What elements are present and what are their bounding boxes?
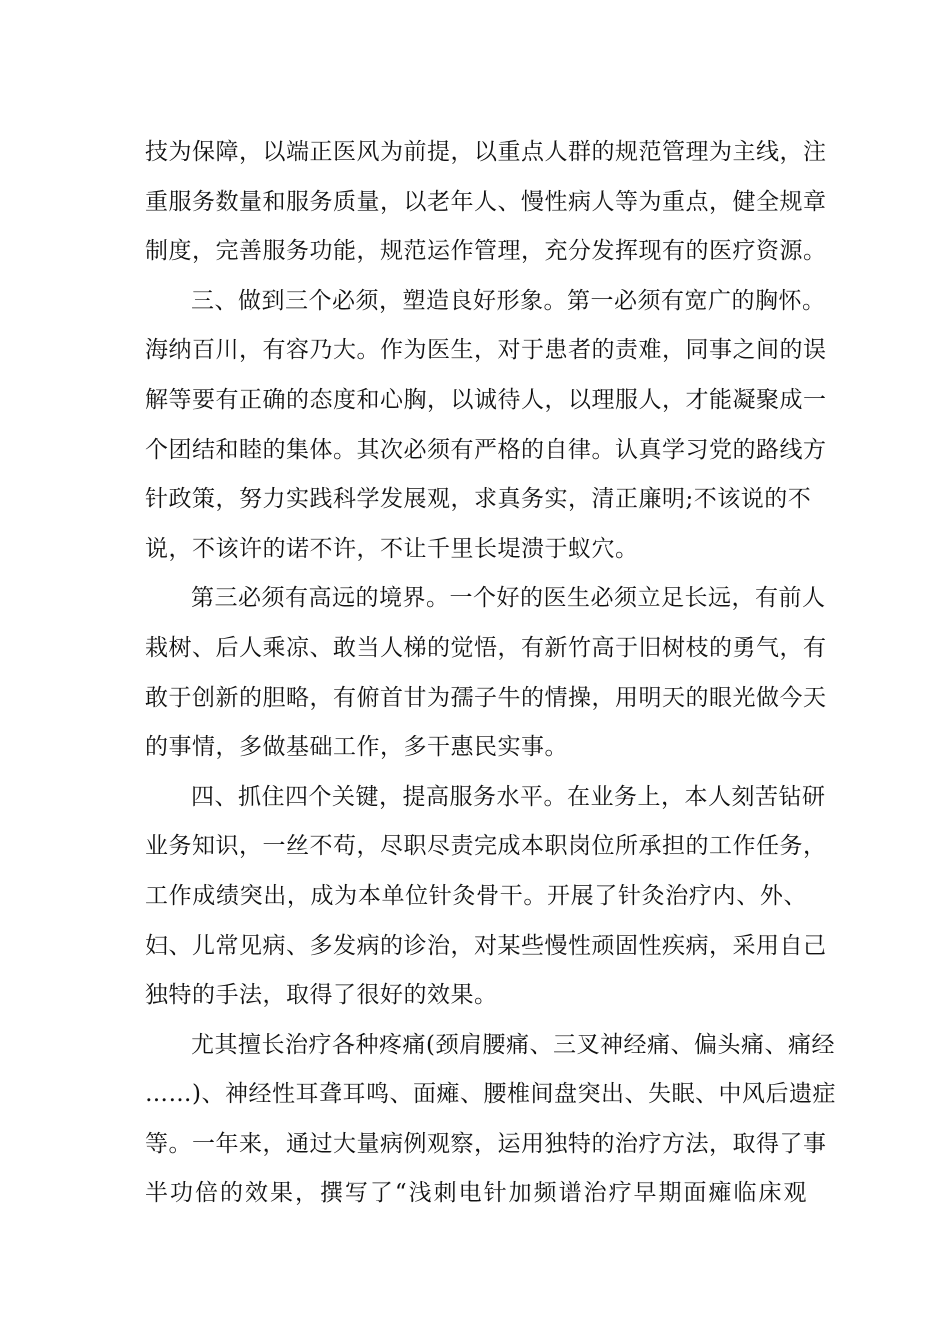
paragraph-5 bbox=[145, 1021, 836, 1219]
text-line: 第三必须有高远的境界。一个好的医生必须立足长远，有前人 bbox=[191, 585, 826, 612]
text-line: 个团结和睦的集体。其次必须有严格的自律。认真学习党的路线方 bbox=[145, 436, 827, 463]
text-line: 业务知识，一丝不苟，尽职尽责完成本职岗位所承担的工作任务， bbox=[145, 833, 827, 860]
text-line: 技为保障，以端正医风为前提，以重点人群的规范管理为主线，注 bbox=[145, 139, 827, 165]
text-line: 说，不该许的诺不许，不让千里长堤溃于蚁穴。 bbox=[145, 535, 639, 562]
paragraph-3 bbox=[145, 574, 827, 772]
text-line: 的事情，多做基础工作，多干惠民实事。 bbox=[145, 734, 568, 761]
document-page bbox=[145, 128, 836, 1219]
text-line: 半功倍的效果，撰写了“浅刺电针加频谱治疗早期面瘫临床观 bbox=[145, 1180, 807, 1207]
paragraph-4 bbox=[145, 773, 827, 1021]
text-line: ……)、神经性耳聋耳鸣、面瘫、腰椎间盘突出、失眠、中风后遗症 bbox=[145, 1081, 836, 1108]
text-line: 敢于创新的胆略，有俯首甘为孺子牛的情操，用明天的眼光做今天 bbox=[145, 684, 827, 711]
text-line: 制度，完善服务功能，规范运作管理，充分发挥现有的医疗资源。 bbox=[145, 238, 827, 265]
text-line: 工作成绩突出，成为本单位针灸骨干。开展了针灸治疗内、外、 bbox=[145, 882, 807, 909]
text-line: 三、做到三个必须，塑造良好形象。第一必须有宽广的胸怀。 bbox=[191, 287, 826, 314]
paragraph-1 bbox=[145, 128, 827, 277]
text-line: 针政策，努力实践科学发展观，求真务实，清正廉明;不该说的不 bbox=[145, 486, 812, 513]
text-line: 海纳百川，有容乃大。作为医生，对于患者的责难，同事之间的误 bbox=[145, 337, 827, 364]
text-line: 等。一年来，通过大量病例观察，运用独特的治疗方法，取得了事 bbox=[145, 1130, 827, 1157]
text-line: 栽树、后人乘凉、敢当人梯的觉悟，有新竹高于旧树枝的勇气，有 bbox=[145, 634, 827, 661]
text-line: 妇、儿常见病、多发病的诊治，对某些慢性顽固性疾病，采用自己 bbox=[145, 932, 827, 959]
text-line: 尤其擅长治疗各种疼痛(颈肩腰痛、三叉神经痛、偏头痛、痛经 bbox=[191, 1031, 835, 1058]
text-line: 独特的手法，取得了很好的效果。 bbox=[145, 982, 498, 1009]
text-line: 解等要有正确的态度和心胸，以诚待人，以理服人，才能凝聚成一 bbox=[145, 386, 827, 413]
paragraph-2 bbox=[145, 277, 827, 575]
text-line: 四、抓住四个关键，提高服务水平。在业务上，本人刻苦钻研 bbox=[191, 783, 826, 810]
text-line: 重服务数量和服务质量，以老年人、慢性病人等为重点，健全规章 bbox=[145, 188, 827, 215]
